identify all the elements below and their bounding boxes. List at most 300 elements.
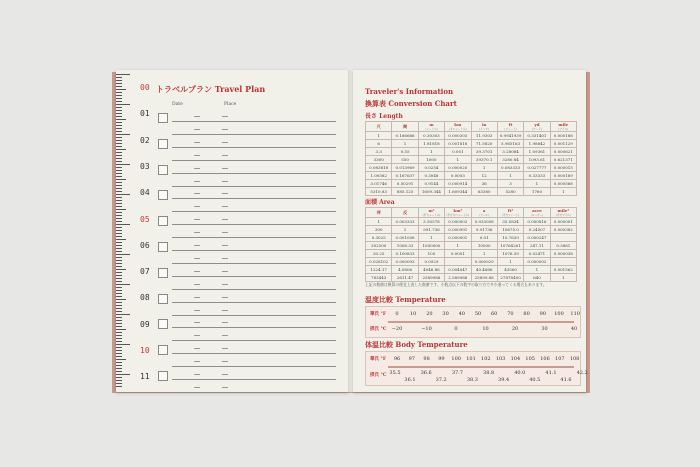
table-cell: 27878400: [497, 274, 523, 282]
table-cell: 63360: [471, 188, 497, 196]
time-separator: [222, 310, 228, 311]
table-cell: 0.000001: [445, 234, 471, 242]
writing-line: [172, 340, 336, 341]
table-cell: 12: [471, 172, 497, 180]
table-row: [366, 242, 577, 250]
ruler-tick: [116, 185, 122, 186]
ruler-tick: [116, 314, 130, 315]
writing-line: [172, 211, 336, 212]
time-separator: [222, 232, 228, 233]
table-subheader: (平方メートル): [422, 214, 441, 217]
ruler-tick: [116, 110, 122, 111]
date-separator: [194, 374, 200, 375]
plan-row[interactable]: [158, 175, 336, 187]
table-cell: 0.004047: [445, 266, 471, 274]
table-cell: 0.083333: [497, 164, 523, 172]
table-cell: 5.965163: [497, 140, 523, 148]
table-cell: 1093.61: [524, 156, 550, 164]
date-separator: [194, 206, 200, 207]
table-cell: 0.000025: [445, 164, 471, 172]
table-cell: 1: [550, 188, 576, 196]
body-fahrenheit-value: 107: [555, 356, 565, 362]
table-cell: 550: [392, 156, 418, 164]
table-header: yd (ヤード): [524, 122, 550, 132]
table-row: [366, 258, 577, 266]
fahrenheit-value: 10: [410, 311, 417, 317]
ruler-tick: [116, 77, 122, 78]
date-separator: [194, 297, 200, 298]
ruler-tick: [116, 284, 130, 285]
body-celsius-value: 35.5: [389, 370, 401, 376]
table-cell: 3.30578: [418, 218, 444, 226]
table-cell: 40.4686: [471, 266, 497, 274]
table-cell: [550, 258, 576, 266]
ruler-tick: [116, 290, 122, 291]
fahrenheit-value: 70: [507, 311, 514, 317]
plan-checkbox[interactable]: [158, 268, 168, 278]
time-separator: [222, 258, 228, 259]
time-separator: [222, 335, 228, 336]
ruler-tick: [116, 299, 126, 300]
table-cell: 71.5820: [471, 140, 497, 148]
table-cell: 1: [445, 156, 471, 164]
area-table: [365, 207, 577, 282]
ruler-tick: [116, 278, 122, 279]
ruler-tick: [116, 92, 122, 93]
table-cell: 0.001562: [550, 266, 576, 274]
table-cell: 1: [418, 148, 444, 156]
plan-row[interactable]: [158, 213, 336, 225]
ruler-tick: [116, 125, 122, 126]
table-subheader: (フィート): [504, 128, 517, 131]
table-cell: 0.0001: [445, 250, 471, 258]
body-temperature-title: 体温比較 Body Temperature: [365, 340, 468, 349]
table-subheader: (マイル): [558, 128, 569, 131]
conversion-title: 換算表 Conversion Chart: [365, 99, 457, 108]
plan-checkbox[interactable]: [158, 113, 168, 123]
table-cell: [550, 234, 576, 242]
date-separator: [194, 193, 200, 194]
writing-line: [172, 237, 336, 238]
table-cell: 0.001008: [392, 234, 418, 242]
time-separator: [222, 297, 228, 298]
plan-row[interactable]: [158, 304, 336, 316]
ruler-tick: [116, 293, 122, 294]
table-cell: 1: [418, 234, 444, 242]
table-header: ft (フィート): [497, 122, 523, 132]
table-row: [366, 274, 577, 282]
date-separator: [194, 271, 200, 272]
table-cell: 0.083818: [366, 164, 392, 172]
ruler-tick: [116, 251, 122, 252]
plan-row[interactable]: [158, 187, 336, 199]
ruler-tick: [116, 272, 122, 273]
ruler-tick: [116, 149, 126, 150]
date-separator: [194, 284, 200, 285]
ruler-tick: [116, 359, 126, 360]
table-cell: 3.01746: [366, 180, 392, 188]
table-cell: 0.0929: [418, 258, 444, 266]
table-header: m (メートル): [418, 122, 444, 132]
table-cell: 3280.84: [497, 156, 523, 164]
table-header: mile (マイル): [550, 122, 576, 132]
info-title: Traveler's Information: [365, 87, 454, 96]
table-cell: 9.91736: [471, 226, 497, 234]
ruler-number: 01: [140, 109, 150, 119]
table-row: [366, 132, 577, 140]
table-header: a (アール): [471, 208, 497, 218]
table-subheader: (メートル): [425, 128, 438, 131]
table-header: 反: [392, 208, 418, 218]
ruler-number: 03: [140, 161, 150, 171]
ruler-tick: [116, 197, 122, 198]
ruler-tick: [116, 101, 122, 102]
table-cell: 885.125: [392, 188, 418, 196]
table-cell: 0.000247: [524, 234, 550, 242]
ruler-tick: [116, 179, 126, 180]
date-separator: [194, 116, 200, 117]
table-cell: 1: [445, 242, 471, 250]
table-cell: 0.000914: [445, 180, 471, 188]
table-cell: 0.9941939: [497, 132, 523, 140]
ruler-number: 09: [140, 319, 150, 329]
celsius-value: 20: [511, 326, 519, 332]
ruler-number: 04: [140, 188, 150, 198]
table-cell: 1.609344: [445, 188, 471, 196]
writing-line: [172, 134, 336, 135]
fahrenheit-value: 30: [442, 311, 449, 317]
table-cell: 1: [550, 274, 576, 282]
plan-checkbox[interactable]: [158, 139, 168, 149]
table-cell: 0.33333: [524, 172, 550, 180]
ruler-tick: [116, 377, 122, 378]
ruler-tick: [116, 311, 122, 312]
plan-row[interactable]: [158, 316, 336, 328]
table-cell: 0.3861: [550, 242, 576, 250]
table-subheader: (ヤード): [532, 128, 542, 131]
date-separator: [194, 142, 200, 143]
table-cell: 100: [418, 250, 444, 258]
table-cell: 1008.33: [392, 242, 418, 250]
ruler-tick: [116, 275, 122, 276]
celsius-value: 0: [454, 326, 458, 332]
plan-checkbox[interactable]: [158, 216, 168, 226]
body-celsius-value: 37.2: [435, 377, 447, 383]
table-cell: 0.24507: [524, 226, 550, 234]
ruler-tick: [116, 305, 122, 306]
table-row: [366, 250, 577, 258]
ruler-tick: [116, 116, 122, 117]
time-separator: [222, 155, 228, 156]
table-cell: 1.98842: [524, 140, 550, 148]
ruler-tick: [116, 341, 122, 342]
table-cell: 0.003333: [392, 218, 418, 226]
body-celsius-value: 37.7: [451, 370, 463, 376]
plan-row[interactable]: [158, 265, 336, 277]
length-title: 長さ Length: [365, 113, 403, 120]
ruler-tick: [116, 344, 130, 345]
time-separator: [222, 219, 228, 220]
celsius-value: −10: [421, 326, 432, 332]
body-fahrenheit-value: 105: [525, 356, 535, 362]
table-header: m² (平方メートル): [418, 208, 444, 218]
plan-row[interactable]: [158, 355, 336, 367]
ruler-tick: [116, 203, 122, 204]
table-cell: 0.50291: [392, 180, 418, 188]
table-cell: 5280: [497, 188, 523, 196]
table-cell: 1.09361: [524, 148, 550, 156]
celsius-value: −20: [391, 326, 403, 332]
time-separator: [222, 361, 228, 362]
page-title: トラベルプラン Travel Plan: [156, 84, 266, 94]
time-separator: [222, 387, 228, 388]
date-separator: [194, 322, 200, 323]
body-fahrenheit-value: 103: [495, 356, 506, 362]
date-separator: [194, 232, 200, 233]
time-separator: [222, 142, 228, 143]
plan-checkbox[interactable]: [158, 294, 168, 304]
table-cell: 0.167637: [392, 172, 418, 180]
table-subheader: (キロメートル): [449, 128, 467, 131]
plan-checkbox[interactable]: [158, 190, 168, 200]
body-fahrenheit-value: 98: [423, 356, 430, 362]
table-cell: 1: [366, 132, 392, 140]
ruler-tick: [116, 239, 126, 240]
writing-line: [172, 327, 336, 328]
table-cell: 0.000015: [550, 164, 576, 172]
date-separator: [194, 310, 200, 311]
ruler-tick: [116, 230, 122, 231]
writing-line: [172, 302, 336, 303]
ruler-tick: [116, 257, 122, 258]
table-subheader: (アール): [479, 214, 490, 217]
body-temperature-bar: [388, 366, 574, 368]
table-cell: 1076.39: [497, 250, 523, 258]
table-row: [366, 148, 577, 156]
time-separator: [222, 116, 228, 117]
plan-row[interactable]: [158, 329, 336, 341]
body-fahrenheit-value: 97: [408, 356, 415, 362]
body-celsius-value: 40.5: [529, 377, 541, 383]
ruler-tick: [116, 122, 122, 123]
plan-checkbox[interactable]: [158, 165, 168, 175]
table-cell: 0.166666: [392, 132, 418, 140]
writing-line: [172, 315, 336, 316]
fahrenheit-value: 90: [539, 311, 546, 317]
plan-row[interactable]: [158, 252, 336, 264]
table-cell: 247.11: [524, 242, 550, 250]
table-cell: 1000000: [418, 242, 444, 250]
table-row: [366, 164, 577, 172]
plan-checkbox[interactable]: [158, 345, 168, 355]
table-cell: 0.621371: [550, 156, 576, 164]
table-cell: 10000: [471, 242, 497, 250]
table-row: [366, 180, 577, 188]
table-cell: 25899.88: [471, 274, 497, 282]
ruler-tick: [116, 161, 122, 162]
table-cell: 1: [497, 258, 523, 266]
ruler-tick: [116, 362, 122, 363]
table-cell: 0.001129: [550, 140, 576, 148]
table-cell: 0.000093: [392, 258, 418, 266]
ruler-tick: [116, 323, 122, 324]
ruler-tick: [116, 176, 122, 177]
body-fahrenheit-value: 106: [540, 356, 550, 362]
table-header: ft² (平方フィート): [497, 208, 523, 218]
table-cell: 1.00582: [366, 172, 392, 180]
plan-checkbox[interactable]: [158, 242, 168, 252]
table-cell: 1: [366, 218, 392, 226]
table-cell: 3: [497, 180, 523, 188]
table-cell: 1760: [524, 188, 550, 196]
date-column-header: Date: [172, 102, 183, 107]
table-subheader: (平方マイル): [555, 214, 571, 217]
fahrenheit-value: 110: [570, 311, 580, 317]
temperature-title: 温度比較 Temperature: [365, 295, 446, 304]
plan-row[interactable]: [158, 291, 336, 303]
fahrenheit-value: 100: [554, 311, 564, 317]
table-cell: 0.331401: [524, 132, 550, 140]
ruler-tick: [116, 281, 122, 282]
body-fahrenheit-value: 96: [393, 356, 401, 362]
plan-row[interactable]: [158, 226, 336, 238]
writing-line: [172, 392, 336, 393]
writing-line: [172, 121, 336, 122]
ruler-tick: [116, 113, 122, 114]
ruler-tick: [116, 74, 130, 75]
table-cell: 1000: [418, 156, 444, 164]
plan-row[interactable]: [158, 200, 336, 212]
table-cell: 0.000038: [550, 250, 576, 258]
celsius-value: 40: [570, 326, 578, 332]
table-cell: 1224.17: [366, 266, 392, 274]
table-row: [366, 188, 577, 196]
table-cell: 36: [471, 180, 497, 188]
ruler-tick: [116, 368, 122, 369]
ruler-tick: [116, 155, 122, 156]
table-cell: 2.589988: [445, 274, 471, 282]
plan-row[interactable]: [158, 110, 336, 122]
ruler-tick: [116, 326, 122, 327]
table-cell: 0.02471: [524, 250, 550, 258]
plan-row[interactable]: [158, 368, 336, 380]
time-separator: [222, 348, 228, 349]
writing-line: [172, 224, 336, 225]
table-cell: 1: [392, 140, 418, 148]
ruler-tick: [116, 242, 122, 243]
writing-line: [172, 263, 336, 264]
table-cell: 39.3701: [471, 148, 497, 156]
ruler-tick: [116, 329, 126, 330]
plan-row[interactable]: [158, 381, 336, 393]
area-title: 面積 Area: [365, 199, 395, 206]
ruler-tick: [116, 134, 130, 135]
plan-row[interactable]: [158, 123, 336, 135]
table-cell: 640: [524, 274, 550, 282]
writing-line: [172, 147, 336, 148]
ruler-tick: [116, 287, 122, 288]
time-separator: [222, 181, 228, 182]
table-cell: 2611.47: [392, 274, 418, 282]
table-cell: 0.000188: [550, 132, 576, 140]
celsius-value: 10: [482, 326, 489, 332]
ruler-tick: [116, 374, 130, 375]
ruler-tick: [116, 365, 122, 366]
ruler-tick: [116, 98, 122, 99]
table-cell: 4046.86: [418, 266, 444, 274]
table-cell: 39370.1: [471, 156, 497, 164]
table-cell: 1609.344: [418, 188, 444, 196]
body-fahrenheit-value: 99: [438, 356, 445, 362]
table-cell: 0.0003: [445, 172, 471, 180]
ruler-tick: [116, 245, 122, 246]
ruler-tick: [116, 200, 122, 201]
plan-row[interactable]: [158, 149, 336, 161]
ruler-tick: [116, 104, 130, 105]
table-cell: 10675.0: [497, 226, 523, 234]
table-header: 間: [392, 122, 418, 132]
table-cell: 0.3025: [366, 234, 392, 242]
ruler-tick: [116, 89, 126, 90]
plan-row[interactable]: [158, 136, 336, 148]
ruler-tick: [116, 386, 122, 387]
body-celsius-value: 36.1: [404, 377, 416, 383]
plan-checkbox[interactable]: [158, 319, 168, 329]
body-celsius-value: 40.0: [514, 370, 526, 376]
ruler-tick: [116, 332, 122, 333]
ruler-tick: [116, 296, 122, 297]
ruler-number: 08: [140, 293, 150, 303]
ruler-tick: [116, 227, 122, 228]
date-separator: [194, 168, 200, 169]
writing-line: [172, 289, 336, 290]
ruler-tick: [116, 254, 130, 255]
table-cell: 1: [524, 180, 550, 188]
ruler-scale: [116, 74, 130, 386]
table-cell: 0.000189: [550, 172, 576, 180]
table-cell: 1: [471, 164, 497, 172]
table-cell: 10.7639: [497, 234, 523, 242]
time-separator: [222, 206, 228, 207]
body-celsius-value: 41.6: [560, 377, 572, 383]
ruler-number: 10: [140, 346, 150, 355]
ruler-tick: [116, 164, 130, 165]
fahrenheit-value: 40: [458, 311, 465, 317]
table-cell: 6: [366, 140, 392, 148]
date-separator: [194, 155, 200, 156]
ruler-tick: [116, 212, 122, 213]
fahrenheit-value: 0: [395, 311, 399, 317]
ruler-tick: [116, 353, 122, 354]
plan-checkbox[interactable]: [158, 371, 168, 381]
table-cell: 0.000303: [445, 132, 471, 140]
ruler-tick: [116, 86, 122, 87]
table-cell: 0.9144: [418, 180, 444, 188]
table-cell: 0.033058: [471, 218, 497, 226]
fahrenheit-value: 80: [523, 311, 530, 317]
ruler-tick: [116, 152, 122, 153]
ruler-tick: [116, 209, 126, 210]
plan-row[interactable]: [158, 239, 336, 251]
plan-row[interactable]: [158, 278, 336, 290]
plan-row[interactable]: [158, 342, 336, 354]
ruler-tick: [116, 236, 122, 237]
ruler-tick: [116, 308, 122, 309]
ruler-tick: [116, 146, 122, 147]
plan-row[interactable]: [158, 162, 336, 174]
celsius-label: 摂氏 °C: [370, 327, 387, 332]
writing-line: [172, 379, 336, 380]
